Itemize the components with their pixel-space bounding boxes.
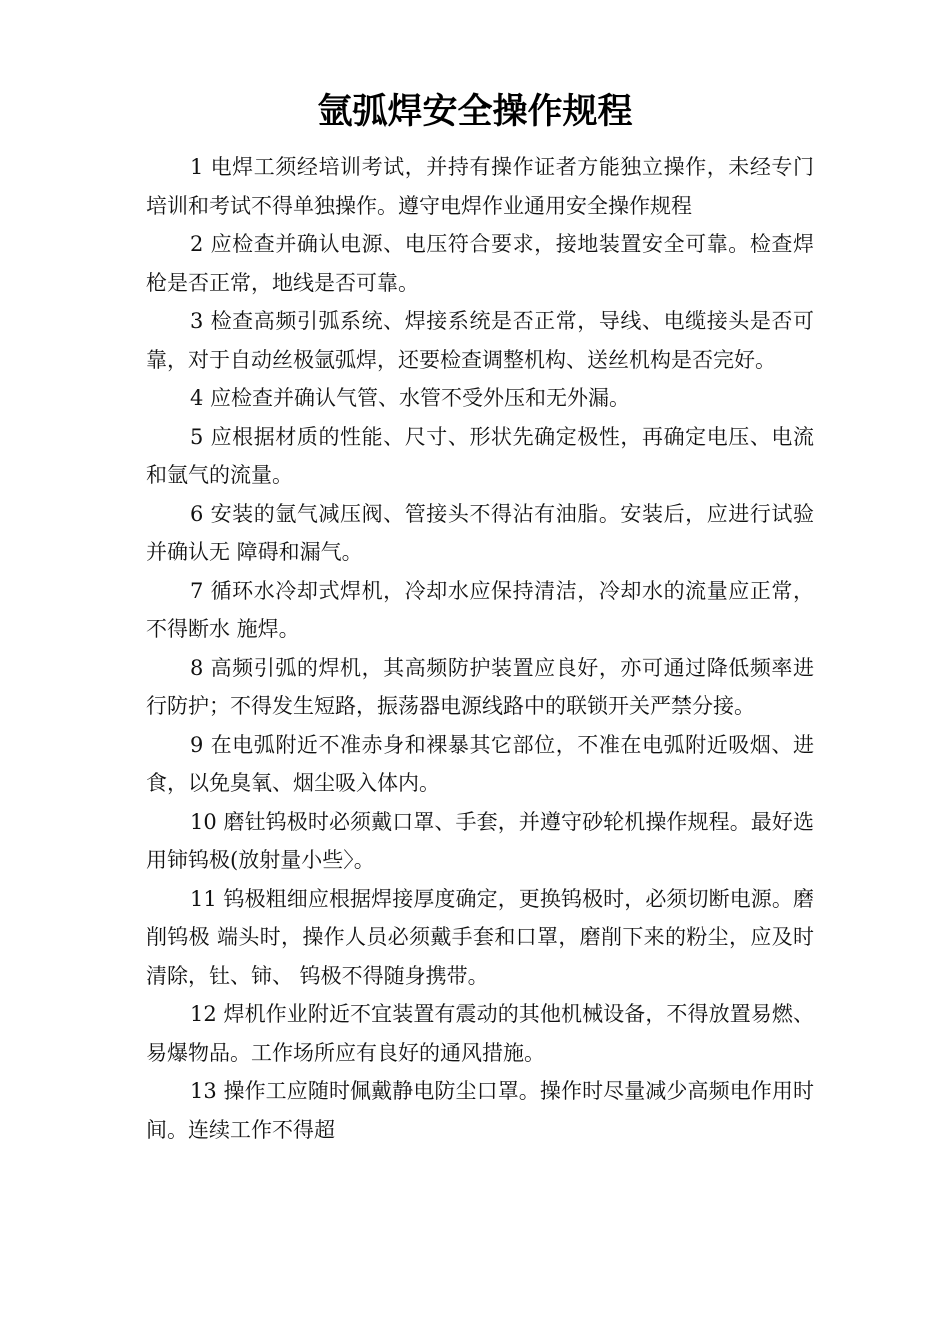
paragraph-1: 1 电焊工须经培训考试，并持有操作证者方能独立操作，未经专门培训和考试不得单独操作。遵守电焊作业通用安全操作规程 (146, 155, 814, 218)
document-title: 氩弧焊安全操作规程 (317, 91, 633, 132)
paragraph-10: 10 磨钍钨极时必须戴口罩、手套，并遵守砂轮机操作规程。最好选用铈钨极(放射量小些〉。 (146, 809, 814, 872)
paragraph-7: 7 循环水冷却式焊机，冷却水应保持清洁，冷却水的流量应正常，不得断水 施焊。 (146, 578, 814, 641)
paragraph-12: 12 焊机作业附近不宜装置有震动的其他机械设备，不得放置易燃、易爆物品。工作场所应有良好的通风措施。 (146, 1002, 814, 1065)
paragraph-6: 6 安装的氩气减压阀、管接头不得沾有油脂。安装后，应进行试验并确认无 障碍和漏气。 (146, 501, 814, 564)
paragraph-4: 4 应检查并确认气管、水管不受外压和无外漏。 (190, 386, 631, 410)
paragraph-5: 5 应根据材质的性能、尺寸、形状先确定极性，再确定电压、电流和氩气的流量。 (146, 424, 814, 487)
paragraph-8: 8 高频引弧的焊机，其高频防护装置应良好，亦可通过降低频率进行防护；不得发生短路，振荡器电源线路中的联锁开关严禁分接。 (146, 655, 814, 718)
paragraph-3: 3 检查高频引弧系统、焊接系统是否正常，导线、电缆接头是否可靠，对于自动丝极氩弧焊，还要检查调整机构、送丝机构是否完好。 (146, 309, 814, 372)
paragraph-13: 13 操作工应随时佩戴静电防尘口罩。操作时尽量减少高频电作用时间。连续工作不得超 (146, 1079, 814, 1142)
paragraph-11: 11 钨极粗细应根据焊接厚度确定，更换钨极时，必须切断电源。磨削钨极 端头时，操作人员必须戴手套和口罩，磨削下来的粉尘，应及时清除，钍、铈、 钨极不得随身携带。 (146, 886, 814, 988)
document-body (146, 148, 814, 1149)
paragraph-2: 2 应检查并确认电源、电压符合要求，接地装置安全可靠。检查焊枪是否正常，地线是否可靠。 (146, 232, 814, 295)
paragraph-9: 9 在电弧附近不准赤身和裸暴其它部位，不准在电弧附近吸烟、进食，以免臭氧、烟尘吸入体内。 (146, 732, 814, 795)
